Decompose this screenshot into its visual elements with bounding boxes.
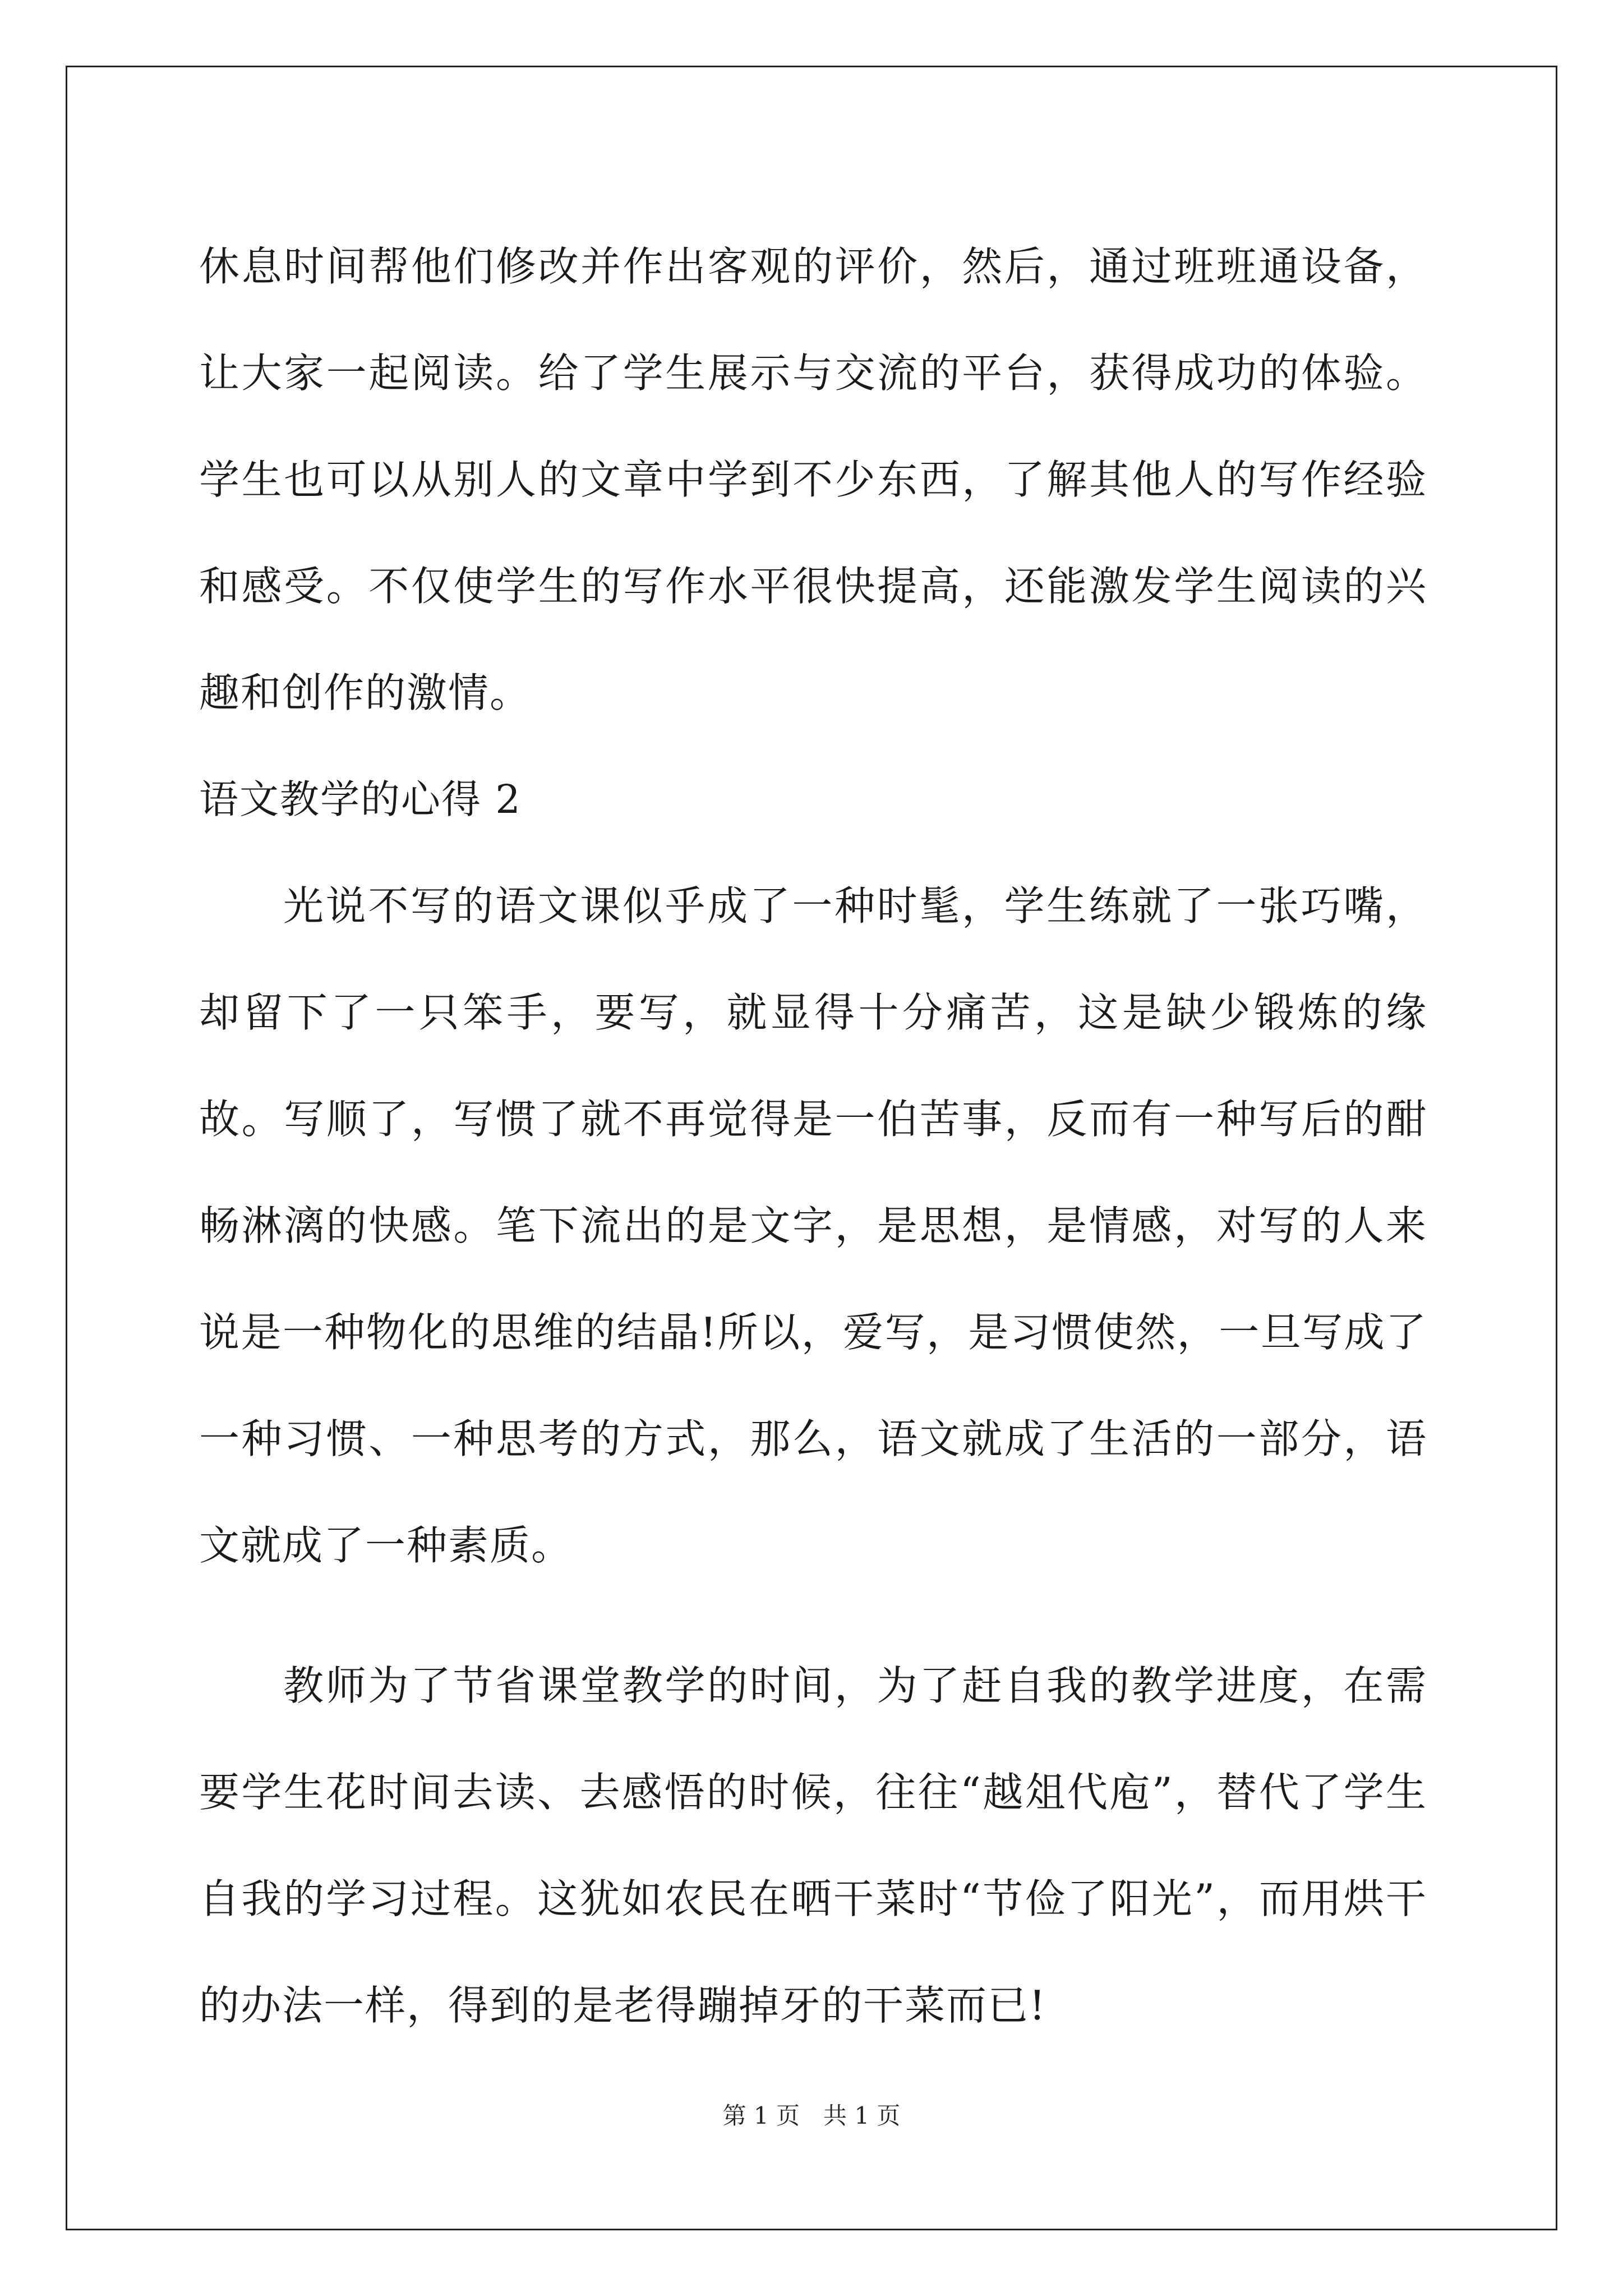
paragraph-3: 教师为了节省课堂教学的时间，为了赶自我的教学进度，在需要学生花时间去读、去感悟的时候，往往“越俎代庖”，替代了学生自我的学习过程。这犹如农民在晒干菜时“节俭了阳光”，而用烘干的办法一样，得到的是老得蹦掉牙的干菜而已!	[199, 1662, 1427, 2029]
paragraph-1: 休息时间帮他们修改并作出客观的评价，然后，通过班班通设备，让大家一起阅读。给了学生展示与交流的平台，获得成功的体验。学生也可以从别人的文章中学到不少东西，了解其他人的写作经验和感受。不仅使学生的写作水平很快提高，还能激发学生阅读的兴趣和创作的激情。	[199, 243, 1427, 716]
document-body	[199, 213, 1427, 2059]
page-footer: 第 1 页 共 1 页	[722, 2102, 901, 2129]
paragraph-2: 光说不写的语文课似乎成了一种时髦，学生练就了一张巧嘴，却留下了一只笨手，要写，就显得十分痛苦，这是缺少锻炼的缘故。写顺了，写惯了就不再觉得是一伯苦事，反而有一种写后的酣畅淋漓的快感。笔下流出的是文字，是思想，是情感，对写的人来说是一种物化的思维的结晶!所以，爱写，是习惯使然，一旦写成了一种习惯、一种思考的方式，那么，语文就成了生活的一部分，语文就成了一种素质。	[199, 882, 1427, 1569]
section-heading: 语文教学的心得 2	[199, 776, 522, 822]
